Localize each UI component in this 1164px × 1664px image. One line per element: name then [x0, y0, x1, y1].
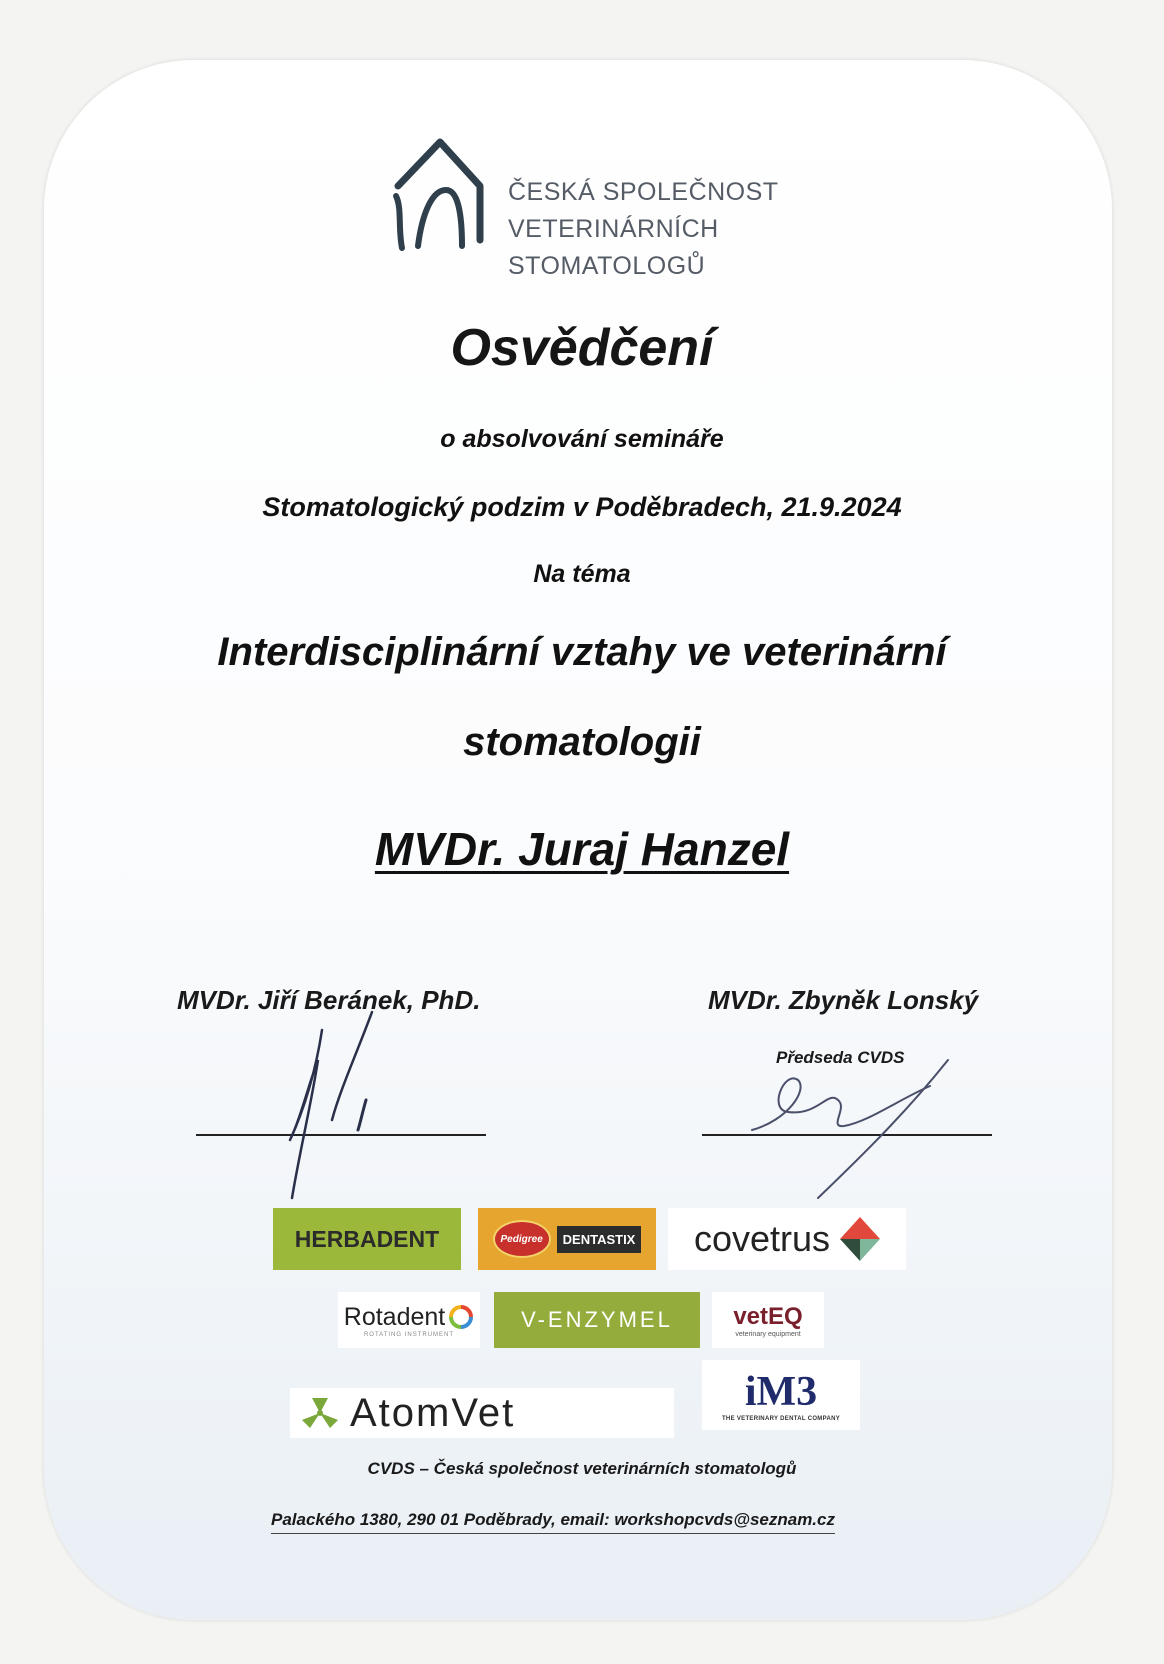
sponsor-rotadent-logo [338, 1292, 480, 1348]
im3-tagline: THE VETERINARY DENTAL COMPANY [721, 1416, 841, 1422]
covetrus-label: covetrus [693, 1218, 831, 1259]
org-name-line3: STOMATOLOGŮ [508, 252, 706, 280]
im3-label: iM3 [744, 1369, 818, 1415]
rotadent-ring-icon [448, 1304, 474, 1330]
event-name: Stomatologický podzim v Poděbradech, 21.9.2024 [262, 492, 902, 522]
pedigree-badge: Pedigree [493, 1220, 551, 1258]
organization-name [508, 174, 779, 285]
recipient-name [0, 822, 1164, 876]
footer-address-text: Palackého 1380, 290 01 Poděbrady, email: workshopcvds@seznam.cz [271, 1510, 835, 1534]
topic-line-2: stomatologii [463, 720, 701, 764]
sponsor-herbadent-logo: HERBADENT [273, 1208, 461, 1270]
veteq-tagline: veterinary equipment [735, 1330, 801, 1338]
rotadent-label: Rotadent [343, 1302, 446, 1331]
footer-organization: CVDS – Česká společnost veterinárních stomatologů [367, 1459, 797, 1478]
org-name-line1: ČESKÁ SPOLEČNOST [508, 178, 779, 206]
covetrus-mark-icon [840, 1217, 880, 1261]
rotadent-tagline: ROTATING INSTRUMENT [363, 1331, 455, 1338]
sponsor-venzymel-logo: V-ENZYMEL [494, 1292, 700, 1348]
topic-intro: Na téma [533, 560, 631, 588]
left-signatory-name: MVDr. Jiří Beránek, PhD. [177, 985, 481, 1015]
org-name-line2: VETERINÁRNÍCH [508, 215, 719, 243]
house-tooth-logo-icon [388, 128, 498, 258]
topic-line-1: Interdisciplinární vztahy ve veterinární [217, 630, 947, 674]
certificate-title: Osvědčení [450, 319, 714, 377]
dentastix-label: DENTASTIX [557, 1226, 642, 1253]
right-signatory-role: Předseda CVDS [776, 1048, 905, 1067]
right-signature-scribble [748, 1050, 968, 1200]
veteq-label: vetEQ [733, 1302, 803, 1330]
sponsor-covetrus-logo [668, 1208, 906, 1270]
organization-logo [388, 128, 788, 278]
left-signature-scribble [270, 1010, 400, 1210]
right-signatory-name: MVDr. Zbyněk Lonský [708, 985, 979, 1015]
sponsor-atomvet-logo [290, 1388, 674, 1438]
atomvet-radiation-icon [298, 1396, 342, 1430]
atomvet-label: AtomVet [350, 1390, 516, 1435]
recipient-name-text: MVDr. Juraj Hanzel [374, 823, 790, 875]
sponsor-dentastix-logo [478, 1208, 656, 1270]
footer-address [271, 1510, 835, 1530]
sponsor-im3-logo [702, 1360, 860, 1430]
sponsor-veteq-logo [712, 1292, 824, 1348]
certificate-subtitle: o absolvování semináře [440, 425, 724, 453]
